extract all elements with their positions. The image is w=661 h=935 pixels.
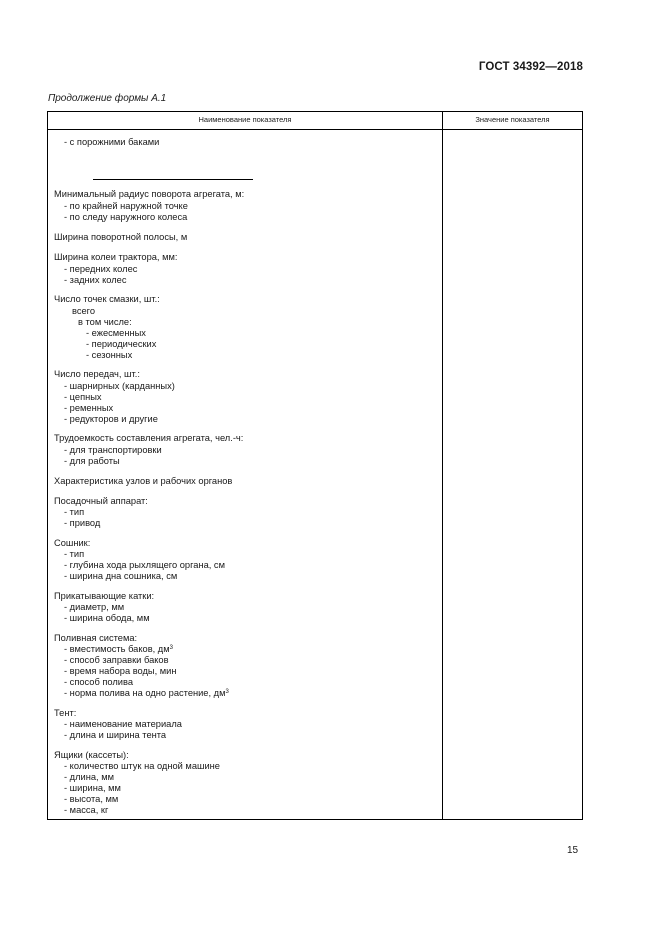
indicator-row [64,602,124,613]
indicator-row [54,294,160,305]
indicator-row-text: Ящики (кассеты): [54,750,129,760]
indicator-row [64,445,162,456]
indicator-row [64,137,159,148]
indicator-row [64,518,100,529]
indicator-row-text: - время набора воды, мин [64,666,177,676]
indicator-row-text: Ширина колеи трактора, мм: [54,252,178,262]
indicator-row [64,201,188,212]
indicator-row-text: - редукторов и другие [64,414,158,424]
indicator-row-text: Число передач, шт.: [54,369,140,379]
header-divider [48,129,582,130]
unit-superscript: 3 [169,645,173,651]
indicator-row-text: - привод [64,518,101,528]
indicator-row-text: - диаметр, мм [64,602,125,612]
indicator-row-text: - глубина хода рыхлящего органа, см [64,560,225,570]
unit-superscript: 3 [225,689,229,695]
indicator-row-text: - сезонных [86,350,133,360]
indicator-row [54,232,187,243]
indicator-row [64,783,121,794]
indicator-row [64,381,175,392]
indicator-row-text: - периодических [86,339,157,349]
indicator-row [64,275,126,286]
indicator-row-text: - ширина дна сошника, см [64,571,178,581]
indicator-row-text: Прикатывающие катки: [54,591,155,601]
column-header-indicator-value: Значение показателя [475,115,550,124]
indicator-row [54,633,137,644]
indicator-row [64,688,229,699]
indicator-row-text: - по следу наружного колеса [64,212,188,222]
indicator-row [72,306,95,317]
indicator-row [54,538,90,549]
indicator-row-text: Посадочный аппарат: [54,496,148,506]
indicator-row-text: - количество штук на одной машине [64,761,220,771]
indicator-row [54,369,140,380]
indicator-row [64,414,158,425]
indicator-row [54,591,154,602]
indicator-row-text: Ширина поворотной полосы, м [54,232,188,242]
indicator-row-text: - длина и ширина тента [64,730,167,740]
page-number: 15 [567,845,579,856]
indicator-row [86,339,156,350]
indicator-row [86,350,132,361]
indicator-row-text: - способ заправки баков [64,655,169,665]
indicator-row [64,730,166,741]
indicator-row [64,613,150,624]
indicator-row [86,328,146,339]
indicator-row-text: - норма полива на одно растение, дм [64,688,226,698]
indicator-row [64,392,102,403]
indicator-row-text: Тент: [54,708,77,718]
indicator-table [47,111,583,820]
indicator-row-text: - масса, кг [64,805,109,815]
indicator-row-text: - цепных [64,392,102,402]
indicator-row-text: - ширина, мм [64,783,121,793]
indicator-row [64,655,169,666]
indicator-row-text: - передних колес [64,264,138,274]
indicator-row-text: - наименование материала [64,719,182,729]
indicator-row [54,708,76,719]
indicator-row [64,560,225,571]
indicator-row-text: в том числе: [78,317,132,327]
indicator-row-text: - способ полива [64,677,133,687]
indicator-row [64,719,182,730]
indicator-row-text: - вместимость баков, дм [64,644,170,654]
indicator-row-text: - для работы [64,456,120,466]
indicator-row [78,317,132,328]
column-header-indicator-name: Наименование показателя [198,115,292,124]
indicator-row [54,750,129,761]
indicator-row-text: Минимальный радиус поворота агрегата, м: [54,189,245,199]
indicator-row-text: - тип [64,549,85,559]
indicator-row [54,189,244,200]
indicator-row [64,805,108,816]
indicator-row [64,549,84,560]
indicator-row [64,644,173,655]
indicator-row [64,772,114,783]
indicator-row [64,666,176,677]
indicator-row [54,496,148,507]
indicator-row-text: - шарнирных (карданных) [64,381,175,391]
indicator-row [64,212,187,223]
indicator-row [64,403,113,414]
indicator-row-text: - ежесменных [86,328,146,338]
indicator-row [64,456,120,467]
indicator-row-text: - длина, мм [64,772,114,782]
indicator-row-text: - по крайней наружной точке [64,201,188,211]
indicator-row [64,677,133,688]
indicator-row-text: Поливная система: [54,633,138,643]
column-divider [442,112,443,819]
indicator-row-text: - ширина обода, мм [64,613,150,623]
form-continuation-caption: Продолжение формы А.1 [48,93,167,104]
indicator-row [64,264,137,275]
indicator-row [54,433,243,444]
indicator-row [64,571,177,582]
indicator-row-text: всего [72,306,96,316]
indicator-row-text: Характеристика узлов и рабочих органов [54,476,233,486]
indicator-row [54,476,232,487]
indicator-row-text: Трудоемкость составления агрегата, чел.-ч: [54,433,244,443]
indicator-row-text: - ременных [64,403,114,413]
indicator-row-text: - с порожними баками [64,137,160,147]
indicator-row [64,507,84,518]
indicator-row-text: - тип [64,507,85,517]
indicator-row-text: - задних колес [64,275,127,285]
indicator-row [64,794,118,805]
indicator-row [64,761,220,772]
indicator-row-text: - высота, мм [64,794,119,804]
blank-entry-line [93,179,253,180]
document-standard-number: ГОСТ 34392—2018 [478,61,583,73]
indicator-row-text: - для транспортировки [64,445,162,455]
indicator-row-text: Сошник: [54,538,91,548]
indicator-row [54,252,177,263]
indicator-row-text: Число точек смазки, шт.: [54,294,160,304]
